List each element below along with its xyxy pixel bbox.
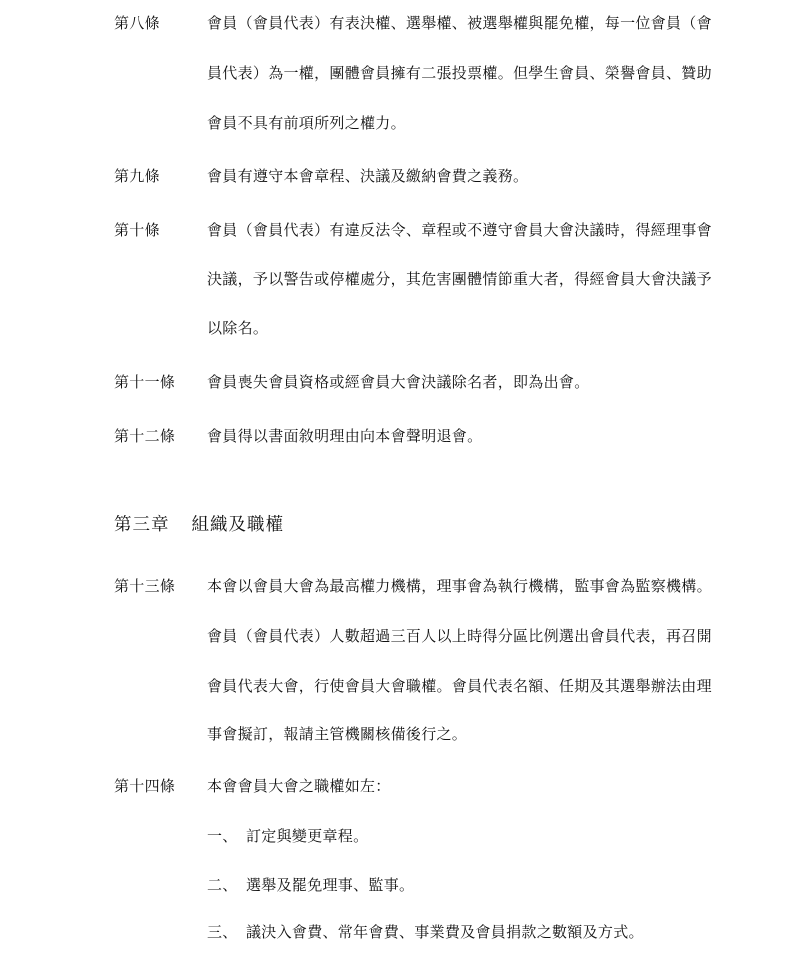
article-text-line: 會員得以書面敘明理由向本會聲明退會。 — [207, 427, 483, 445]
article-text-line: 會員（會員代表）人數超過三百人以上時得分區比例選出會員代表，再召開 — [207, 627, 712, 645]
article-label: 第十條 — [114, 221, 160, 239]
list-item-text: 訂定與變更章程。 — [246, 827, 369, 845]
article-text-line: 以除名。 — [207, 319, 269, 337]
chapter-number: 第三章 — [114, 515, 170, 535]
article-text-line: 員代表）為一權，團體會員擁有二張投票權。但學生會員、榮譽會員、贊助 — [207, 64, 712, 82]
article-text-line: 會員不具有前項所列之權力。 — [207, 114, 406, 132]
article-text-line: 會員喪失會員資格或經會員大會決議除名者，即為出會。 — [207, 373, 590, 391]
article-label: 第十一條 — [114, 373, 176, 391]
list-item-text: 選舉及罷免理事、監事。 — [246, 876, 415, 894]
article-label: 第八條 — [114, 14, 160, 32]
article-text-line: 本會會員大會之職權如左： — [207, 777, 391, 795]
chapter-heading — [114, 513, 284, 537]
list-item-number: 一、 — [207, 827, 238, 845]
article-text-line: 會員有遵守本會章程、決議及繳納會費之義務。 — [207, 167, 529, 185]
article-label: 第十三條 — [114, 577, 176, 595]
article-text-line: 本會以會員大會為最高權力機構，理事會為執行機構，監事會為監察機構。 — [207, 577, 712, 595]
list-item-number: 三、 — [207, 923, 238, 941]
article-label: 第九條 — [114, 167, 160, 185]
list-item-text: 議決入會費、常年會費、事業費及會員捐款之數額及方式。 — [246, 923, 644, 941]
list-item-number: 二、 — [207, 876, 238, 894]
article-text-line: 會員（會員代表）有表決權、選舉權、被選舉權與罷免權，每一位會員（會 — [207, 14, 712, 32]
chapter-title: 組織及職權 — [191, 515, 284, 535]
article-text-line: 決議，予以警告或停權處分，其危害團體情節重大者，得經會員大會決議予 — [207, 270, 712, 288]
article-text-line: 事會擬訂，報請主管機關核備後行之。 — [207, 725, 468, 743]
article-label: 第十四條 — [114, 777, 176, 795]
article-text-line: 會員代表大會，行使會員大會職權。會員代表名額、任期及其選舉辦法由理 — [207, 677, 712, 695]
article-label: 第十二條 — [114, 427, 176, 445]
article-text-line: 會員（會員代表）有違反法令、章程或不遵守會員大會決議時，得經理事會 — [207, 221, 712, 239]
